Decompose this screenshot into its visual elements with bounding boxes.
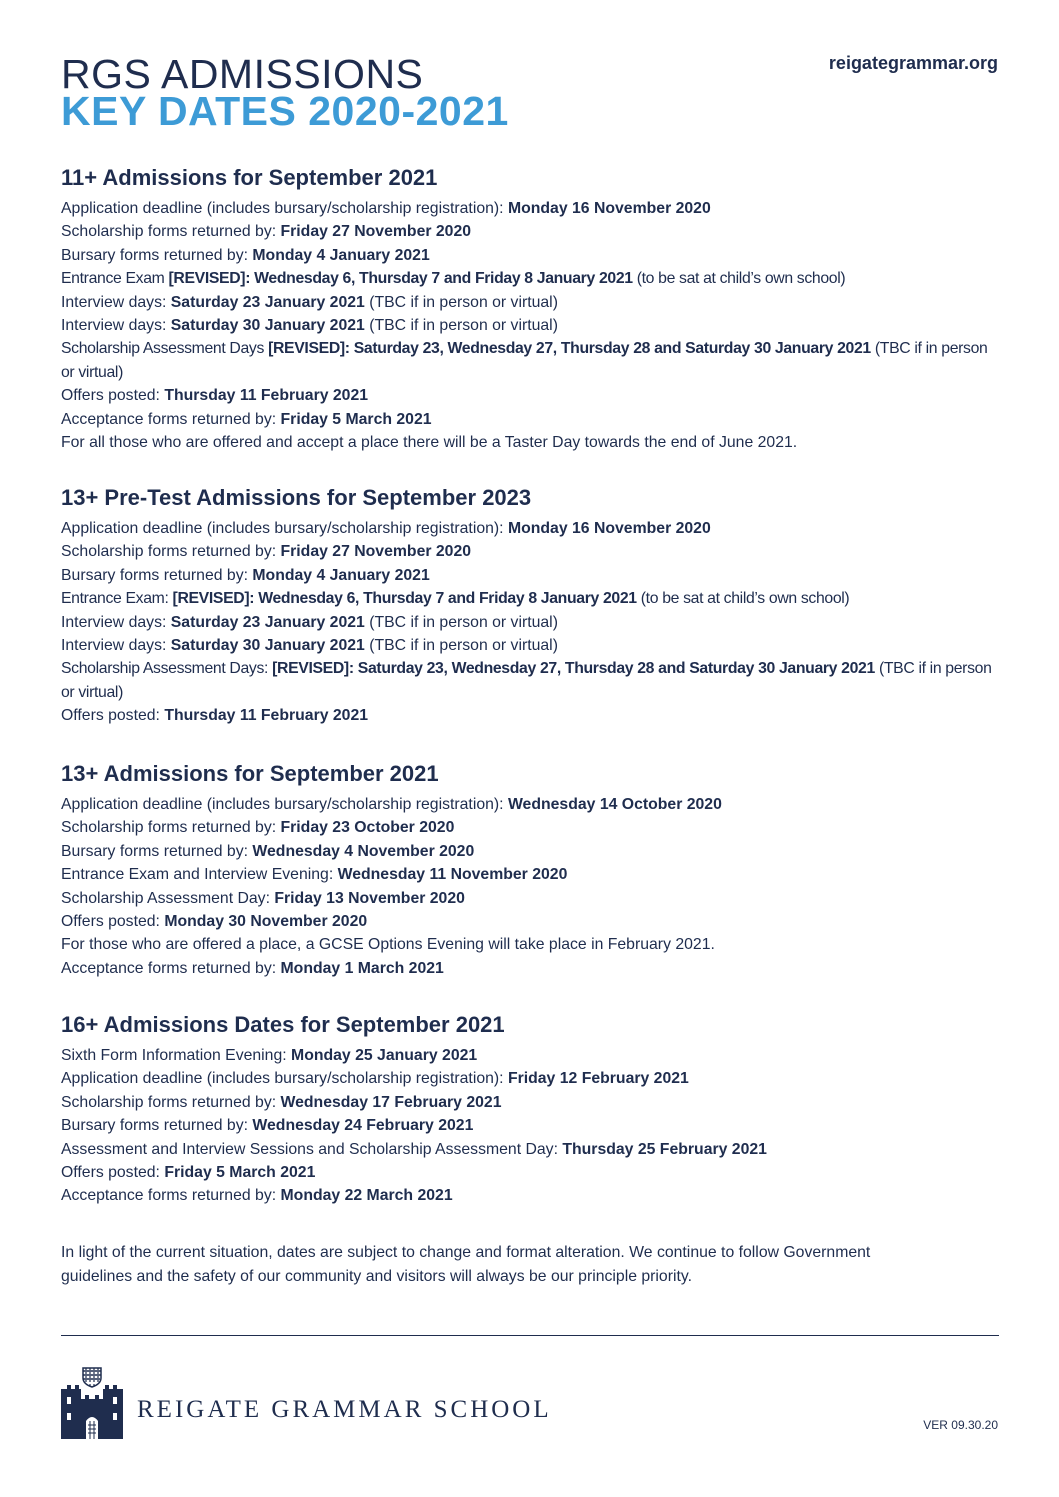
divider: [61, 1335, 999, 1336]
list-item: Bursary forms returned by: Wednesday 24 February 2021: [61, 1117, 474, 1135]
list-item: Acceptance forms returned by: Monday 1 March 2021: [61, 959, 444, 977]
list-item: Scholarship forms returned by: Friday 27 November 2020: [61, 223, 472, 241]
section-heading: 13+ Admissions for September 2021: [61, 761, 439, 786]
list-item: Acceptance forms returned by: Friday 5 March 2021: [61, 410, 432, 428]
section-13-plus-pretest: [61, 483, 1003, 728]
section-16-plus: [61, 1010, 1003, 1208]
list-item: Application deadline (includes bursary/scholarship registration): Monday 16 November 2020: [61, 200, 711, 217]
list-item: Entrance Exam: [REVISED]: Wednesday 6, Thursday 7 and Friday 8 January 2021 (to be sat at child’s own school): [61, 590, 850, 608]
list-item: Offers posted: Thursday 11 February 2021: [61, 387, 369, 405]
list-item: Scholarship forms returned by: Wednesday 17 February 2021: [61, 1093, 502, 1111]
list-item: Sixth Form Information Evening: Monday 25 January 2021: [61, 1047, 478, 1064]
list-item: Interview days: Saturday 23 January 2021 (TBC if in person or virtual): [61, 613, 558, 631]
disclaimer-note: In light of the current situation, dates are subject to change and format alteration. We continue to follow Government guidelines and the safety of our community and visitors will always be our principle priority.: [61, 1244, 871, 1285]
list-item: Scholarship Assessment Day: Friday 13 November 2020: [61, 889, 465, 907]
list-item: For all those who are offered and accept a place there will be a Taster Day towards the end of June 2021.: [61, 434, 798, 452]
section-heading: 11+ Admissions for September 2021: [61, 165, 438, 190]
list-item: Scholarship Assessment Days: [REVISED]: Saturday 23, Wednesday 27, Thursday 28 and Saturday 30 January 2021 (TBC if in person or virtual): [61, 660, 992, 701]
list-item: Interview days: Saturday 30 January 2021 (TBC if in person or virtual): [61, 317, 558, 335]
section-heading: 16+ Admissions Dates for September 2021: [61, 1012, 505, 1037]
list-item: Offers posted: Friday 5 March 2021: [61, 1164, 316, 1182]
list-item: Bursary forms returned by: Monday 4 January 2021: [61, 566, 430, 584]
list-item: Entrance Exam and Interview Evening: Wednesday 11 November 2020: [61, 866, 568, 884]
list-item: Offers posted: Thursday 11 February 2021: [61, 707, 369, 725]
shield-icon: [83, 1368, 101, 1387]
list-item: Interview days: Saturday 23 January 2021 (TBC if in person or virtual): [61, 293, 558, 311]
list-item: Scholarship forms returned by: Friday 23 October 2020: [61, 819, 455, 837]
school-name: REIGATE GRAMMAR SCHOOL: [137, 1396, 552, 1423]
section-13-plus: [61, 759, 1003, 980]
list-item: Acceptance forms returned by: Monday 22 March 2021: [61, 1187, 453, 1205]
list-item: Bursary forms returned by: Wednesday 4 November 2020: [61, 842, 475, 860]
page-title-line1: RGS ADMISSIONS: [61, 51, 424, 97]
version-label: VER 09.30.20: [923, 1418, 998, 1432]
list-item: Entrance Exam [REVISED]: Wednesday 6, Thursday 7 and Friday 8 January 2021 (to be sat at child’s own school): [61, 270, 846, 288]
list-item: Application deadline (includes bursary/scholarship registration): Friday 12 February 2021: [61, 1070, 689, 1088]
website-link[interactable]: reigategrammar.org: [828, 53, 998, 73]
list-item: Offers posted: Monday 30 November 2020: [61, 913, 368, 931]
section-11-plus: [61, 163, 1003, 454]
list-item: Interview days: Saturday 30 January 2021 (TBC if in person or virtual): [61, 637, 558, 655]
list-item: Scholarship Assessment Days [REVISED]: Saturday 23, Wednesday 27, Thursday 28 and Saturday 30 January 2021 (TBC if in person or virtual): [61, 340, 988, 381]
list-item: Application deadline (includes bursary/scholarship registration): Monday 16 November 2020: [61, 520, 711, 537]
list-item: Bursary forms returned by: Monday 4 January 2021: [61, 246, 430, 264]
castle-crest-icon: [61, 1365, 123, 1439]
section-heading: 13+ Pre-Test Admissions for September 2023: [61, 485, 532, 510]
list-item: For those who are offered a place, a GCSE Options Evening will take place in February 2021.: [61, 936, 715, 954]
list-item: Scholarship forms returned by: Friday 27 November 2020: [61, 543, 472, 561]
list-item: Assessment and Interview Sessions and Scholarship Assessment Day: Thursday 25 February 2021: [61, 1140, 767, 1158]
list-item: Application deadline (includes bursary/scholarship registration): Wednesday 14 October 2020: [61, 796, 722, 813]
page-title-line2: KEY DATES 2020-2021: [61, 88, 509, 134]
